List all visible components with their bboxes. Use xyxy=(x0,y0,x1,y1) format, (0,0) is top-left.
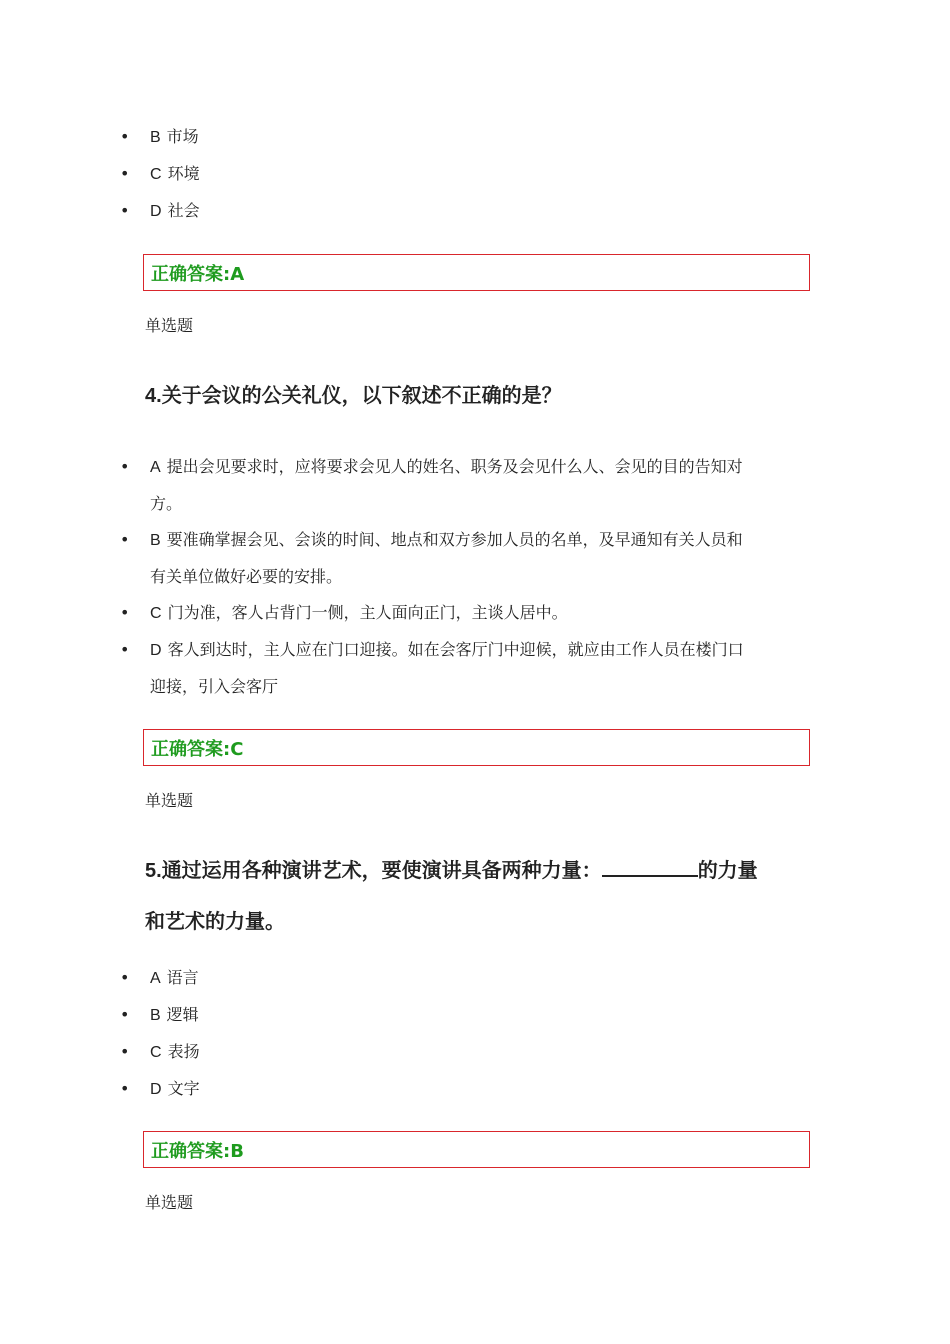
option-text: 提出会见要求时，应将要求会见人的姓名、职务及会见什么人、会见的目的告知对 xyxy=(166,457,743,476)
option-text: 客人到达时，主人应在门口迎接。如在会客厅门中迎候，就应由工作人员在楼门口 xyxy=(167,640,744,659)
option-item xyxy=(0,1034,950,1071)
option-list xyxy=(0,960,950,1108)
bullet-icon: • xyxy=(120,201,130,220)
option-text-continued: 迎接，引入会客厅 xyxy=(150,677,279,696)
option-item xyxy=(0,997,950,1034)
question-type: 单选题 xyxy=(145,791,194,810)
question-number: 5. xyxy=(145,860,162,882)
option-item xyxy=(0,595,950,632)
option-letter: C xyxy=(150,166,162,183)
option-letter: A xyxy=(150,970,161,987)
option-letter: B xyxy=(150,1007,161,1024)
option-item xyxy=(0,1071,950,1108)
option-text: 逻辑 xyxy=(166,1005,199,1024)
option-text: 表扬 xyxy=(167,1042,200,1061)
bullet-icon: • xyxy=(120,127,130,146)
option-item xyxy=(0,960,950,997)
correct-answer: 正确答案:B xyxy=(151,1140,244,1162)
option-item xyxy=(0,193,950,230)
option-text-continued: 方。 xyxy=(150,494,183,513)
bullet-icon: • xyxy=(120,530,130,549)
question-text-suffix: 的力量 xyxy=(697,858,758,882)
question-text: 关于会议的公关礼仪，以下叙述不正确的是？ xyxy=(161,383,562,407)
bullet-icon: • xyxy=(120,640,130,659)
option-item xyxy=(0,119,950,156)
option-text: 环境 xyxy=(167,164,200,183)
bullet-icon: • xyxy=(120,1042,130,1061)
bullet-icon: • xyxy=(120,968,130,987)
option-item xyxy=(0,449,950,522)
option-letter: D xyxy=(150,1081,162,1098)
fill-in-blank xyxy=(602,853,698,877)
correct-answer-box xyxy=(143,1131,810,1168)
question-type: 单选题 xyxy=(145,316,194,335)
option-text: 文字 xyxy=(167,1079,200,1098)
option-letter: D xyxy=(150,642,162,659)
option-text: 要准确掌握会见、会谈的时间、地点和双方参加人员的名单，及早通知有关人员和 xyxy=(166,530,743,549)
option-letter: C xyxy=(150,1044,162,1061)
option-letter: B xyxy=(150,532,161,549)
question-title xyxy=(145,370,810,421)
correct-answer: 正确答案:C xyxy=(151,738,244,760)
option-text: 语言 xyxy=(166,968,199,987)
question-number: 4. xyxy=(145,385,162,407)
question-type: 单选题 xyxy=(145,1193,194,1212)
option-text: 社会 xyxy=(167,201,200,220)
option-text: 市场 xyxy=(166,127,199,146)
correct-answer-box xyxy=(143,729,810,766)
correct-answer-box xyxy=(143,254,810,291)
question-text: 通过运用各种演讲艺术，要使演讲具备两种力量： xyxy=(161,858,602,882)
option-text: 门为准，客人占背门一侧，主人面向正门，主谈人居中。 xyxy=(167,603,568,622)
question-text-line2: 和艺术的力量。 xyxy=(145,909,285,933)
option-letter: C xyxy=(150,605,162,622)
option-item xyxy=(0,632,950,705)
option-text-continued: 有关单位做好必要的安排。 xyxy=(150,567,343,586)
bullet-icon: • xyxy=(120,457,130,476)
correct-answer: 正确答案:A xyxy=(151,263,245,285)
option-item xyxy=(0,156,950,193)
option-letter: B xyxy=(150,129,161,146)
bullet-icon: • xyxy=(120,603,130,622)
bullet-icon: • xyxy=(120,1079,130,1098)
bullet-icon: • xyxy=(120,1005,130,1024)
bullet-icon: • xyxy=(120,164,130,183)
question-title xyxy=(145,845,810,946)
option-letter: D xyxy=(150,203,162,220)
option-letter: A xyxy=(150,459,161,476)
option-list xyxy=(0,119,950,230)
option-list xyxy=(0,449,950,705)
option-item xyxy=(0,522,950,595)
